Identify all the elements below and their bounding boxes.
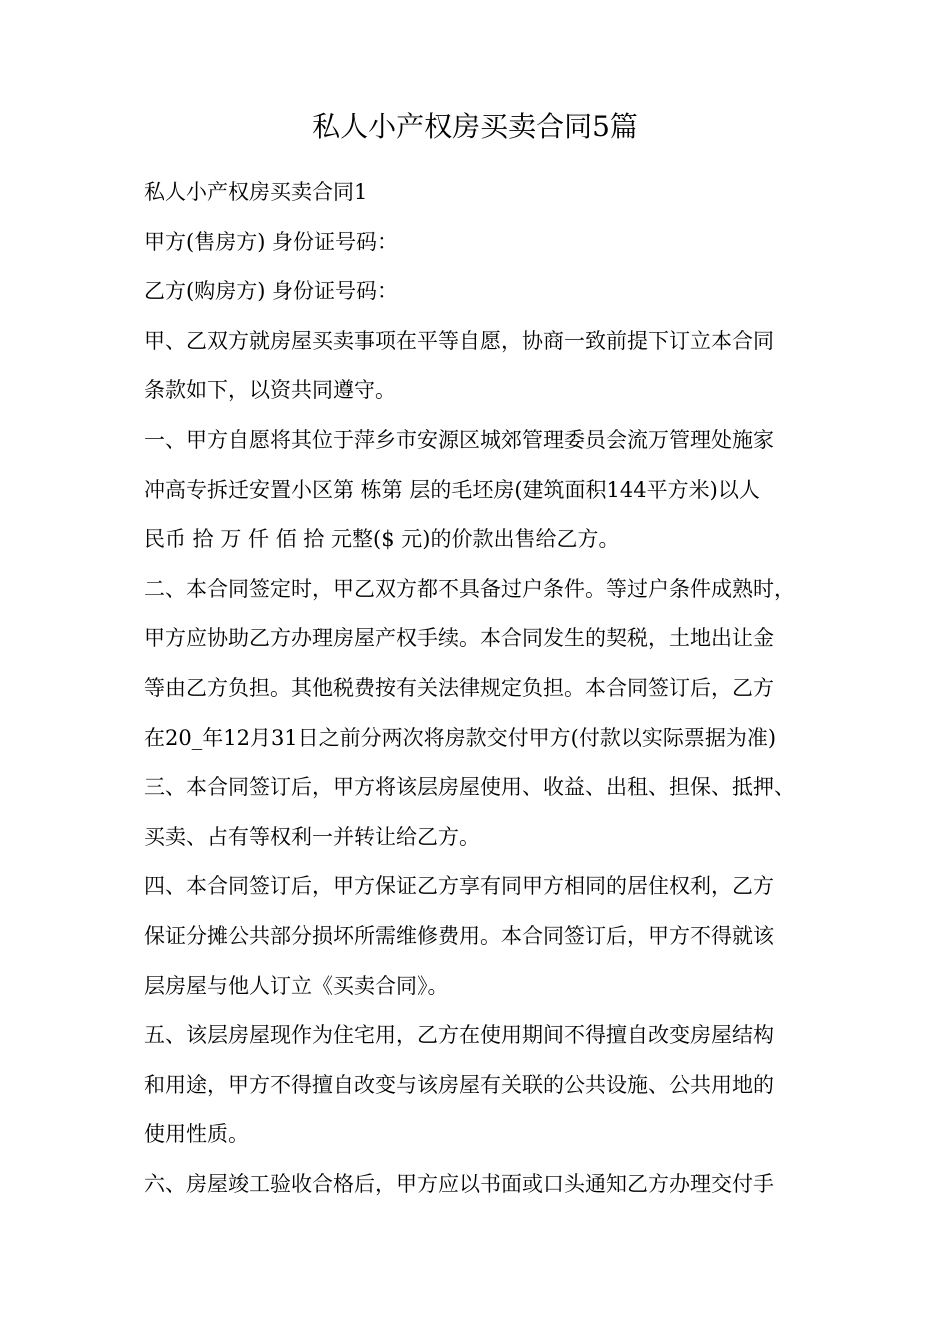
text-line: 甲方(售房方) 身份证号码： (144, 229, 399, 254)
text-line: 六、房屋竣工验收合格后，甲方应以书面或口头通知乙方办理交付手 (144, 1171, 774, 1196)
text-line: 甲方应协助乙方办理房屋产权手续。本合同发生的契税，土地出让金 (144, 626, 774, 651)
text-line: 买卖、占有等权利一并转让给乙方。 (144, 824, 480, 849)
text-line: 五、该层房屋现作为住宅用，乙方在使用期间不得擅自改变房屋结构 (144, 1023, 774, 1048)
text-line: 冲高专拆迁安置小区第 栋第 层的毛坯房(建筑面积144平方米)以人 (144, 477, 760, 502)
text-line: 使用性质。 (144, 1122, 249, 1147)
text-line: 二、本合同签定时，甲乙双方都不具备过户条件。等过户条件成熟时， (144, 576, 795, 601)
text-line: 乙方(购房方) 身份证号码： (144, 279, 399, 304)
text-line: 保证分摊公共部分损坏所需维修费用。本合同签订后，甲方不得就该 (144, 923, 774, 948)
text-line: 一、甲方自愿将其位于萍乡市安源区城郊管理委员会流万管理处施家 (144, 427, 774, 452)
text-line: 层房屋与他人订立《买卖合同》。 (144, 973, 449, 998)
text-line: 私人小产权房买卖合同1 (144, 180, 368, 204)
text-line: 民币 拾 万 仟 佰 拾 元整($ 元)的价款出售给乙方。 (144, 527, 620, 552)
text-line: 在20_年12月31日之前分两次将房款交付甲方(付款以实际票据为准) (144, 725, 777, 750)
document-title: 私人小产权房买卖合同5篇 (312, 110, 638, 143)
text-line: 和用途，甲方不得擅自改变与该房屋有关联的公共设施、公共用地的 (144, 1072, 774, 1097)
text-line: 条款如下，以资共同遵守。 (144, 378, 396, 403)
text-line: 等由乙方负担。其他税费按有关法律规定负担。本合同签订后，乙方 (144, 675, 774, 700)
text-line: 四、本合同签订后，甲方保证乙方享有同甲方相同的居住权利，乙方 (144, 874, 774, 899)
document-body (144, 168, 812, 1209)
text-line: 甲、乙双方就房屋买卖事项在平等自愿，协商一致前提下订立本合同 (144, 328, 774, 353)
text-line: 三、本合同签订后，甲方将该层房屋使用、收益、出租、担保、抵押、 (144, 775, 795, 800)
